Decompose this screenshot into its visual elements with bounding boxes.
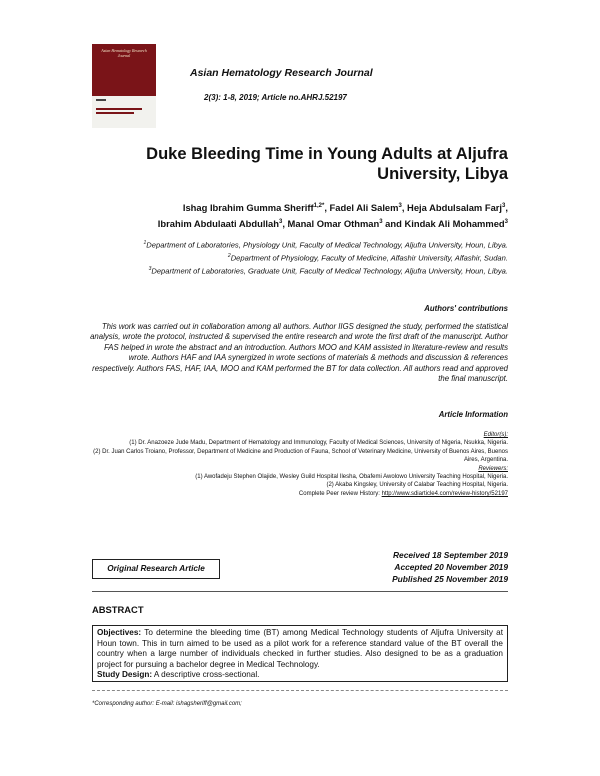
reviewer-item: (1) Awofadeju Stephen Olajide, Wesley Guild Hospital Ilesha, Obafemi Awolowo University Teaching Hospital, Nigeria. (195, 474, 508, 481)
received-date: Received 18 September 2019 (393, 550, 508, 560)
abstract-heading: ABSTRACT (92, 604, 144, 615)
reviewers-label: Reviewers: (478, 465, 508, 472)
contributions-text: This work was carried out in collaboration among all authors. Author IIGS designed the study, performed the statistical analysis, wrote the protocol, instructed & supervised the entire research and wrote the first draft of the manuscript. Author FAS helped in wrote the abstract and an introduction. Authors MOO and KAM assisted in literature-review and results wrote. Authors HAF and IAA synergized in wrote sections of materials & methods and discussion & references respectively. Authors FAS, HAF, IAA, MOO and KAM performed the BT for data collection. All authors read and approved the final manuscript. (90, 322, 508, 384)
divider (92, 591, 508, 592)
editor-item: (1) Dr. Anazoeze Jude Madu, Department of Hematology and Immunology, Faculty of Medical Sciences, University of Nigeria, Nsukka, Nigeria. (129, 440, 508, 447)
article-info-heading: Article Information (438, 410, 508, 419)
article-info-block (78, 431, 508, 498)
contributions-heading: Authors' contributions (424, 304, 508, 313)
cover-title: Asian Hematology Research Journal (101, 48, 147, 58)
author-name: Ibrahim Abdulaati Abdullah (157, 218, 279, 230)
published-date: Published 25 November 2019 (392, 574, 508, 584)
author-sup: 3 (379, 219, 383, 226)
author-sup: 3 (278, 219, 283, 226)
author-name: Heja Abdulsalam Farj (407, 202, 503, 214)
author-name: Ishag Ibrahim Gumma Sheriff (182, 202, 314, 214)
objectives-label: Objectives: (97, 628, 142, 637)
author-sup: 3 (398, 203, 402, 209)
paper-title (88, 144, 508, 184)
article-type-box: Original Research Article (92, 559, 220, 579)
editors-label: Editor(s): (483, 432, 508, 438)
cover-band (92, 96, 156, 128)
author-sup: 3 (502, 203, 506, 209)
affiliation-item: $^1$Department of Laboratories, Physiology Unit, Faculty of Medical Technology, Aljufra University, Houn, Libya. (143, 240, 508, 250)
affiliations (88, 238, 508, 277)
footnote-divider (92, 690, 508, 691)
abstract-box (92, 625, 508, 682)
accepted-date: Accepted 20 November 2019 (394, 562, 508, 572)
history-label: Complete Peer review History: (298, 490, 380, 497)
article-dates (392, 549, 508, 585)
reviewer-item: (2) Akaba Kingsley, University of Calabar Teaching Hospital, Nigeria. (326, 482, 508, 489)
study-design-label: Study Design: (97, 670, 153, 680)
author-list: Ishag Ibrahim Gumma Sheriff$^{1,2*}$, Fadel Ali Salem$^3$, Heja Abdulsalam Farj$^3$, Ibrahim Abdulaati Abdullah$^3$, Manal Omar Othman$^3$ and Kindak Ali Mohammed$^3$ (157, 202, 508, 230)
objectives-text: To determine the bleeding time (BT) among Medical Technology students of Aljufra University at Houn town. This in turn aimed to be used as a pilot work for a reference standard value of the BT overall the country when a large number of individuals checked in further studies. Also designed to be as a graduation project for pursuing a bachelor degree in Medical Technology. (97, 628, 503, 669)
author-sup: 3 (504, 219, 508, 226)
corresponding-author-footnote: *Corresponding author: E-mail: ishagsheriff@gmail.com; (92, 701, 242, 707)
author-name: Fadel Ali Salem (329, 202, 399, 214)
author-name: Manal Omar Othman (287, 218, 380, 230)
journal-name: Asian Hematology Research Journal (190, 67, 373, 79)
affiliation-item: $^3$Department of Laboratories, Graduate Unit, Faculty of Medical Technology, Aljufra University, Houn, Libya. (148, 266, 508, 276)
affiliation-item: $^2$Department of Physiology, Faculty of Medicine, Alfashir University, Alfashir, Sudan. (227, 253, 508, 263)
title-line-2: University, Libya (377, 165, 508, 183)
article-citation: 2(3): 1-8, 2019; Article no.AHRJ.52197 (204, 93, 347, 102)
editor-item: (2) Dr. Juan Carlos Troiano, Professor, Department of Medicine and Production of Fauna, School of Veterinary Medicine, University of Buenos Aires, Buenos Aires, Argentina. (93, 448, 508, 464)
author-name: Kindak Ali Mohammed (404, 218, 505, 230)
study-design-text: A descriptive cross-sectional. (153, 670, 260, 680)
review-history-link[interactable]: http://www.sdiarticle4.com/review-history/52197 (381, 490, 508, 497)
title-line-1: Duke Bleeding Time in Young Adults at Aljufra (146, 145, 508, 163)
journal-cover-image (92, 44, 156, 128)
author-sup: 1,2* (313, 203, 325, 209)
